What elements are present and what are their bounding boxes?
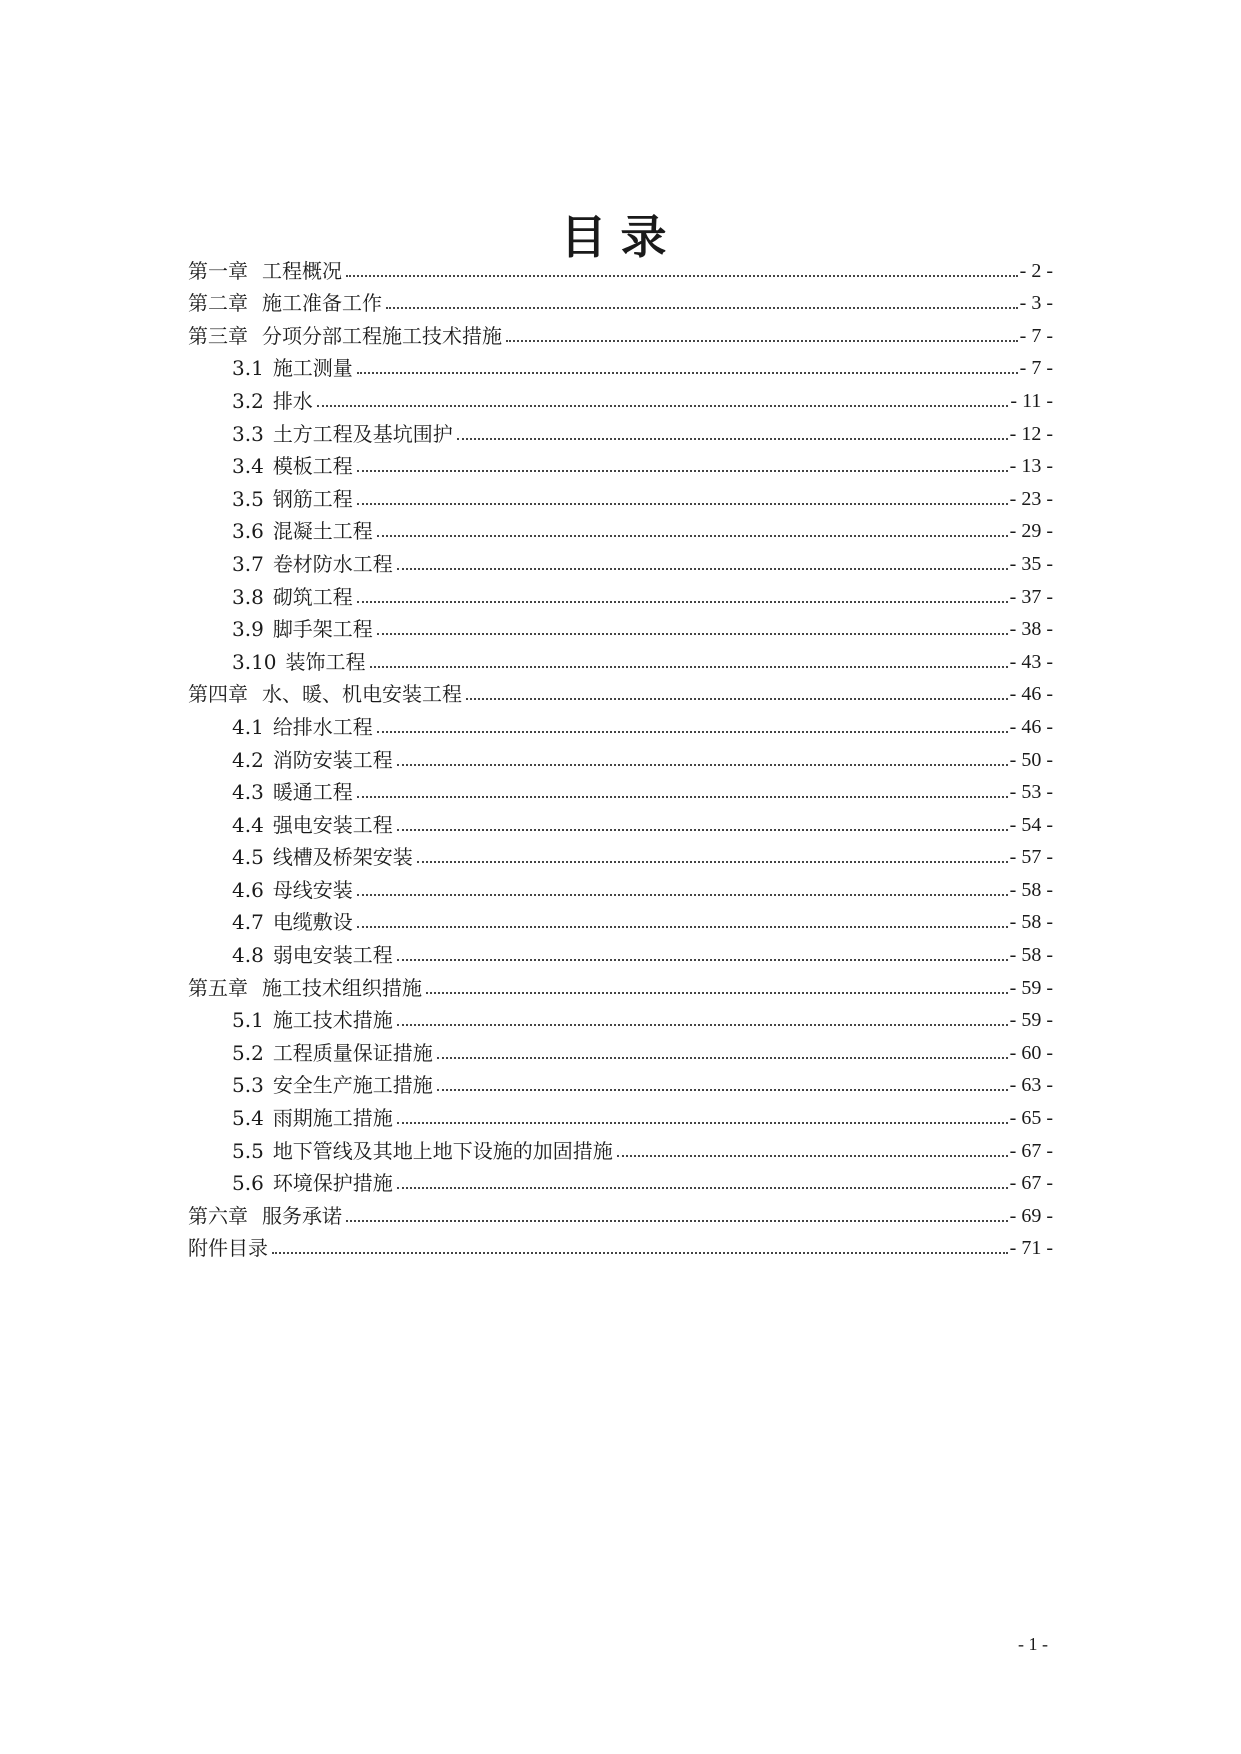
- toc-entry[interactable]: [188, 575, 1053, 608]
- toc-entry-page: - 11 -: [1010, 389, 1053, 412]
- toc-dot-leader: [397, 959, 1008, 961]
- toc-entry-page: - 53 -: [1009, 781, 1053, 804]
- toc-dot-leader: [370, 666, 1008, 668]
- toc-entry-title: 施工技术组织措施: [262, 975, 422, 1000]
- toc-entry-label: [188, 977, 422, 999]
- toc-dot-leader: [346, 1220, 1008, 1222]
- toc-entry-title: 暖通工程: [272, 780, 353, 805]
- toc-entry-label: [232, 618, 373, 640]
- toc-entry-number: 4.5: [232, 845, 264, 870]
- toc-entry-number: 3.3: [232, 421, 264, 446]
- toc-dot-leader: [357, 470, 1008, 472]
- toc-entry-label: [232, 749, 393, 771]
- toc-entry-page: - 67 -: [1009, 1172, 1053, 1195]
- toc-entry-number: 3.1: [232, 356, 264, 381]
- toc-entry[interactable]: [188, 510, 1053, 543]
- toc-entry[interactable]: [188, 999, 1053, 1032]
- toc-dot-leader: [377, 731, 1008, 733]
- toc-entry-page: - 58 -: [1009, 911, 1053, 934]
- toc-entry-title: 水、暖、机电安装工程: [262, 682, 462, 707]
- toc-dot-leader: [426, 992, 1008, 994]
- toc-entry-title: 环境保护措施: [272, 1171, 393, 1196]
- toc-entry-page: - 67 -: [1009, 1139, 1053, 1162]
- toc-dot-leader: [377, 633, 1008, 635]
- toc-entry-page: - 59 -: [1009, 976, 1053, 999]
- toc-entry-page: - 7 -: [1019, 324, 1053, 347]
- toc-entry-title: 地下管线及其地上地下设施的加固措施: [272, 1138, 613, 1163]
- toc-entry[interactable]: [188, 1096, 1053, 1129]
- toc-entry-page: - 12 -: [1009, 422, 1053, 445]
- toc-dot-leader: [397, 764, 1008, 766]
- toc-entry-title: 工程概况: [262, 258, 342, 283]
- toc-entry-title: 砌筑工程: [272, 584, 353, 609]
- toc-entry-title: 模板工程: [272, 454, 353, 479]
- toc-entry-page: - 65 -: [1009, 1107, 1053, 1130]
- toc-entry-page: - 63 -: [1009, 1074, 1053, 1097]
- toc-entry-number: 第三章: [188, 323, 248, 348]
- toc-entry-label: [232, 1107, 393, 1129]
- toc-entry[interactable]: [188, 803, 1053, 836]
- toc-entry-label: [232, 1009, 393, 1031]
- toc-entry[interactable]: [188, 445, 1053, 478]
- toc-entry-label: [232, 846, 413, 868]
- toc-dot-leader: [357, 372, 1018, 374]
- toc-entry-number: 第四章: [188, 682, 248, 707]
- toc-entry-title: 脚手架工程: [272, 617, 373, 642]
- toc-entry-label: [232, 1042, 433, 1064]
- toc-dot-leader: [357, 926, 1008, 928]
- toc-entry-number: 第六章: [188, 1203, 248, 1228]
- toc-entry[interactable]: [188, 477, 1053, 510]
- toc-entry-number: 4.1: [232, 714, 264, 739]
- toc-entry-label: [232, 586, 353, 608]
- toc-entry-label: [232, 520, 373, 542]
- toc-entry-label: [232, 390, 313, 412]
- toc-entry-page: - 58 -: [1009, 878, 1053, 901]
- toc-entry-label: [232, 911, 353, 933]
- toc-entry-page: - 46 -: [1009, 683, 1053, 706]
- toc-entry-label: [188, 292, 382, 314]
- toc-entry[interactable]: [188, 868, 1053, 901]
- toc-entry[interactable]: [188, 640, 1053, 673]
- toc-entry-page: - 2 -: [1019, 259, 1053, 282]
- toc-dot-leader: [457, 438, 1008, 440]
- toc-entry[interactable]: [188, 1162, 1053, 1195]
- toc-dot-leader: [397, 1122, 1008, 1124]
- toc-entry-page: - 3 -: [1019, 292, 1053, 315]
- toc-entry-page: - 37 -: [1009, 585, 1053, 608]
- toc-entry-number: 5.5: [232, 1138, 264, 1163]
- toc-entry-page: - 13 -: [1009, 455, 1053, 478]
- toc-entry-label: [188, 260, 342, 282]
- toc-entry-title: 消防安装工程: [272, 747, 393, 772]
- toc-entry-title: 施工准备工作: [262, 291, 382, 316]
- toc-entry-title: 雨期施工措施: [272, 1106, 393, 1131]
- toc-entry-title: 安全生产施工措施: [272, 1073, 433, 1098]
- toc-entry-number: 4.6: [232, 877, 264, 902]
- toc-entry-page: - 7 -: [1019, 357, 1053, 380]
- toc-entry-title: 卷材防水工程: [272, 551, 393, 576]
- toc-entry-label: [232, 553, 393, 575]
- toc-entry[interactable]: [188, 738, 1053, 771]
- toc-entry-page: - 60 -: [1009, 1041, 1053, 1064]
- toc-dot-leader: [397, 829, 1008, 831]
- toc-dot-leader: [377, 535, 1008, 537]
- toc-entry-page: - 35 -: [1009, 552, 1053, 575]
- toc-entry-label: [232, 423, 453, 445]
- toc-dot-leader: [437, 1057, 1008, 1059]
- toc-entry-title: 母线安装: [272, 877, 353, 902]
- toc-dot-leader: [346, 275, 1018, 277]
- toc-dot-leader: [317, 405, 1009, 407]
- toc-entry-page: - 23 -: [1009, 487, 1053, 510]
- toc-entry-title: 工程质量保证措施: [272, 1040, 433, 1065]
- toc-entry-label: [188, 1205, 342, 1227]
- toc-entry-title: 附件目录: [188, 1236, 268, 1261]
- toc-entry-number: 3.2: [232, 388, 264, 413]
- toc-entry-number: 3.7: [232, 551, 264, 576]
- toc-entry[interactable]: [188, 836, 1053, 869]
- toc-entry-page: - 38 -: [1009, 618, 1053, 641]
- toc-dot-leader: [357, 601, 1008, 603]
- toc-entry[interactable]: [188, 673, 1053, 706]
- toc-dot-leader: [272, 1252, 1008, 1254]
- toc-entry-title: 施工技术措施: [272, 1008, 393, 1033]
- toc-dot-leader: [506, 340, 1018, 342]
- toc-entry-number: 第一章: [188, 258, 248, 283]
- toc-entry-page: - 57 -: [1009, 846, 1053, 869]
- toc-entry-page: - 29 -: [1009, 520, 1053, 543]
- toc-entry-number: 3.5: [232, 486, 264, 511]
- toc-dot-leader: [397, 1187, 1008, 1189]
- toc-entry-title: 弱电安装工程: [272, 943, 393, 968]
- toc-entry-page: - 71 -: [1009, 1237, 1053, 1260]
- toc-entry-title: 排水: [272, 388, 313, 413]
- toc-entry-title: 分项分部工程施工技术措施: [262, 323, 502, 348]
- toc-entry-number: 3.8: [232, 584, 264, 609]
- toc-entry-label: [188, 1237, 268, 1259]
- toc-entry-label: [232, 944, 393, 966]
- toc-entry-label: [232, 1140, 613, 1162]
- toc-entry-number: 3.6: [232, 519, 264, 544]
- toc-entry[interactable]: [188, 1064, 1053, 1097]
- toc-entry[interactable]: [188, 966, 1053, 999]
- toc-entry-page: - 43 -: [1009, 650, 1053, 673]
- toc-entry[interactable]: [188, 1227, 1053, 1260]
- page-title: 目录: [560, 209, 681, 264]
- toc-entry-number: 第二章: [188, 291, 248, 316]
- toc-entry[interactable]: [188, 901, 1053, 934]
- toc-dot-leader: [617, 1155, 1008, 1157]
- toc-entry-title: 装饰工程: [285, 649, 366, 674]
- page-number: - 1 -: [1018, 1634, 1048, 1654]
- toc-entry-title: 钢筋工程: [272, 486, 353, 511]
- toc-entry-number: 3.10: [232, 649, 277, 674]
- toc-entry-label: [188, 325, 502, 347]
- toc-entry-label: [232, 781, 353, 803]
- toc-entry-page: - 58 -: [1009, 944, 1053, 967]
- toc-entry[interactable]: [188, 1129, 1053, 1162]
- toc-entry-label: [188, 683, 462, 705]
- table-of-contents: [188, 249, 1053, 1259]
- toc-entry-page: - 54 -: [1009, 813, 1053, 836]
- toc-entry-title: 线槽及桥架安装: [272, 845, 413, 870]
- toc-entry-number: 4.2: [232, 747, 264, 772]
- toc-entry-title: 给排水工程: [272, 714, 373, 739]
- toc-entry-number: 第五章: [188, 975, 248, 1000]
- toc-entry[interactable]: [188, 608, 1053, 641]
- toc-entry[interactable]: [188, 314, 1053, 347]
- toc-entry-number: 4.4: [232, 812, 264, 837]
- toc-entry-number: 5.6: [232, 1171, 264, 1196]
- toc-entry-title: 土方工程及基坑围护: [272, 421, 453, 446]
- toc-entry[interactable]: [188, 1194, 1053, 1227]
- toc-entry[interactable]: [188, 771, 1053, 804]
- toc-entry-page: - 59 -: [1009, 1009, 1053, 1032]
- toc-dot-leader: [386, 307, 1018, 309]
- toc-entry[interactable]: [188, 1031, 1053, 1064]
- toc-entry[interactable]: [188, 933, 1053, 966]
- toc-entry-label: [232, 716, 373, 738]
- toc-entry-number: 5.2: [232, 1040, 264, 1065]
- toc-entry-title: 电缆敷设: [272, 910, 353, 935]
- toc-entry-number: 5.1: [232, 1008, 264, 1033]
- toc-entry-title: 施工测量: [272, 356, 353, 381]
- toc-dot-leader: [397, 568, 1008, 570]
- toc-entry-label: [232, 814, 393, 836]
- toc-entry-label: [232, 651, 366, 673]
- toc-entry-label: [232, 455, 353, 477]
- toc-entry-page: - 46 -: [1009, 715, 1053, 738]
- toc-dot-leader: [357, 894, 1008, 896]
- toc-dot-leader: [466, 698, 1008, 700]
- toc-entry-number: 5.4: [232, 1106, 264, 1131]
- toc-entry-number: 3.9: [232, 617, 264, 642]
- toc-entry-page: - 69 -: [1009, 1204, 1053, 1227]
- toc-entry-number: 4.3: [232, 780, 264, 805]
- toc-entry-page: - 50 -: [1009, 748, 1053, 771]
- toc-dot-leader: [357, 796, 1008, 798]
- toc-entry-number: 4.8: [232, 943, 264, 968]
- toc-entry[interactable]: [188, 379, 1053, 412]
- toc-entry-title: 混凝土工程: [272, 519, 373, 544]
- toc-dot-leader: [437, 1089, 1008, 1091]
- toc-entry-number: 5.3: [232, 1073, 264, 1098]
- toc-entry[interactable]: [188, 347, 1053, 380]
- toc-entry[interactable]: [188, 542, 1053, 575]
- toc-dot-leader: [417, 861, 1008, 863]
- toc-entry[interactable]: [188, 282, 1053, 315]
- toc-entry-label: [232, 488, 353, 510]
- toc-entry-number: 3.4: [232, 454, 264, 479]
- toc-entry[interactable]: [188, 249, 1053, 282]
- toc-dot-leader: [357, 503, 1008, 505]
- toc-entry-label: [232, 879, 353, 901]
- toc-entry-title: 强电安装工程: [272, 812, 393, 837]
- toc-entry-label: [232, 1074, 433, 1096]
- toc-entry-label: [232, 357, 353, 379]
- toc-entry[interactable]: [188, 412, 1053, 445]
- toc-entry-title: 服务承诺: [262, 1203, 342, 1228]
- toc-entry-label: [232, 1172, 393, 1194]
- toc-entry-number: 4.7: [232, 910, 264, 935]
- toc-dot-leader: [397, 1024, 1008, 1026]
- toc-entry[interactable]: [188, 705, 1053, 738]
